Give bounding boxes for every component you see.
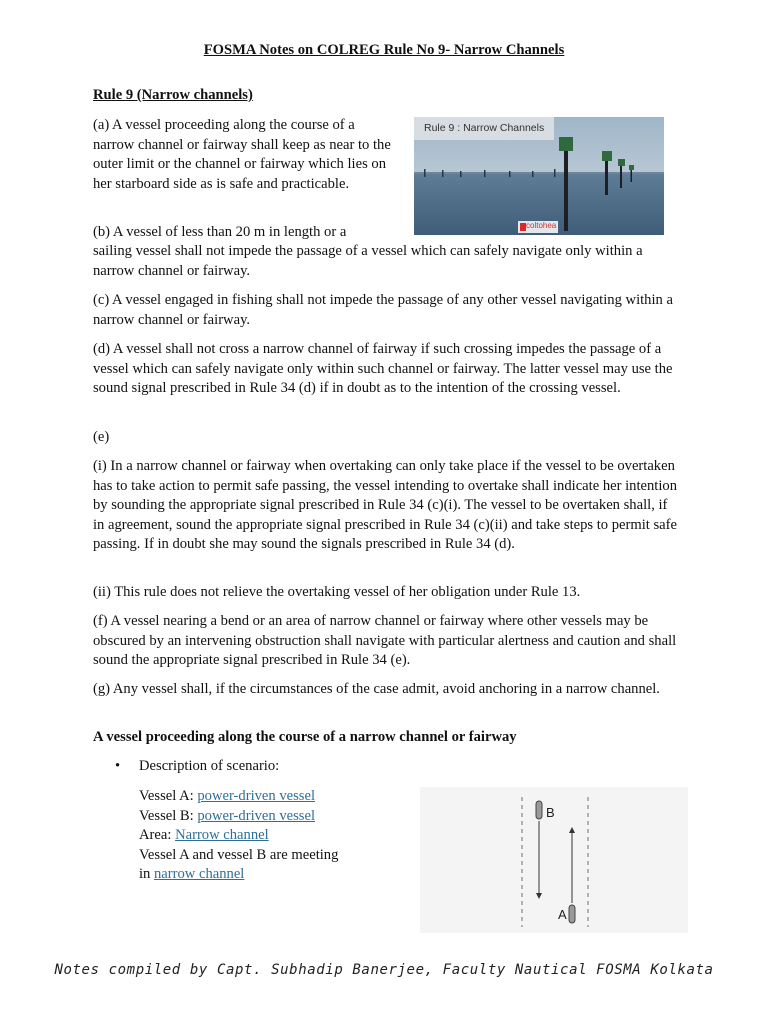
vessel-a-icon <box>569 827 575 923</box>
vessel-b-label-text: B <box>546 805 555 820</box>
area-line <box>139 826 338 846</box>
meeting-line-1: Vessel A and vessel B are meeting <box>139 846 339 863</box>
document-title: FOSMA Notes on COLREG Rule No 9- Narrow Channels <box>203 42 565 58</box>
meeting-vessels-diagram <box>420 787 688 933</box>
paragraph-d: (d) A vessel shall not cross a narrow channel of fairway if such crossing impedes the passage of a vessel which can safely navigate only within such channel or fairway. The latter vessel may use the sound signal prescribed in Rule 34 (d) if in doubt as to the intention of the crossing vessel. <box>93 341 673 396</box>
bullet-dot-icon: • <box>115 758 121 774</box>
vessel-a-label-text: A <box>558 907 567 922</box>
rule-heading: Rule 9 (Narrow channels) <box>93 87 253 103</box>
paragraph-f: (f) A vessel nearing a bend or an area of narrow channel or fairway where other vessels may be obscured by an intervening obstruction shall navigate with particular alertness and caution and shall sound the appropriate signal prescribed in Rule 34 (e). <box>93 613 677 668</box>
area-label: Area: <box>139 827 176 843</box>
vessel-a-line <box>139 787 338 807</box>
paragraph-g: (g) Any vessel shall, if the circumstances of the case admit, avoid anchoring in a narrow channel. <box>93 681 660 697</box>
narrow-channel-link[interactable]: Narrow channel <box>175 827 269 843</box>
vessel-a-label: Vessel A: <box>139 788 198 804</box>
paragraph-a: (a) A vessel proceeding along the course of a narrow channel or fairway shall keep as near to the outer limit or the channel or fairway which lies on her starboard side as is safe and practicable. <box>93 117 391 192</box>
paragraph-c: (c) A vessel engaged in fishing shall not impede the passage of any other vessel navigating within a narrow channel or fairway. <box>93 292 673 328</box>
power-driven-vessel-link-b[interactable]: power-driven vessel <box>197 807 316 824</box>
diagram-svg <box>420 787 688 933</box>
paragraph-b-first-line: (b) A vessel of less than 20 m in length or a <box>93 224 347 240</box>
bullet-text: Description of scenario: <box>139 758 280 774</box>
paragraph-e: (e) <box>93 429 110 445</box>
scenario-section-heading: A vessel proceeding along the course of a narrow channel or fairway <box>93 729 517 745</box>
power-driven-vessel-link-a[interactable]: power-driven vessel <box>197 788 316 804</box>
meeting-prefix: in <box>139 866 154 882</box>
vessel-b-line <box>139 807 338 827</box>
photo-watermark: coltohea <box>526 221 557 230</box>
page-footer: Notes compiled by Capt. Subhadip Banerjee, Faculty Nautical FOSMA Kolkata <box>54 962 714 978</box>
paragraph-b-continuation: sailing vessel shall not impede the passage of a vessel which can safely navigate only within a narrow channel or fairway. <box>93 243 643 279</box>
narrow-channel-photo <box>414 117 664 235</box>
narrow-channel-link-2[interactable]: narrow channel <box>154 866 245 882</box>
bullet-item <box>115 758 279 775</box>
scenario-description <box>139 787 338 885</box>
paragraph-e-ii: (ii) This rule does not relieve the overtaking vessel of her obligation under Rule 13. <box>93 584 581 600</box>
paragraph-e-i: (i) In a narrow channel or fairway when overtaking can only take place if the vessel to be overtaken has to take action to permit safe passing, the vessel intending to overtake shall indicate her intention by sounding the appropriate signal prescribed in Rule 34 (c)(i). The vessel to be overtaken shall, if in agreement, sound the appropriate signal prescribed in Rule 34 (c)(ii) and take steps to permit safe passing. If in doubt she may sound the signals prescribed in Rule 34 (d). <box>93 458 677 552</box>
meeting-line-2 <box>139 865 338 885</box>
vessel-b-label: Vessel B: <box>139 807 198 824</box>
photo-caption-label: Rule 9 : Narrow Channels <box>414 117 554 140</box>
vessel-b-icon <box>536 801 542 899</box>
